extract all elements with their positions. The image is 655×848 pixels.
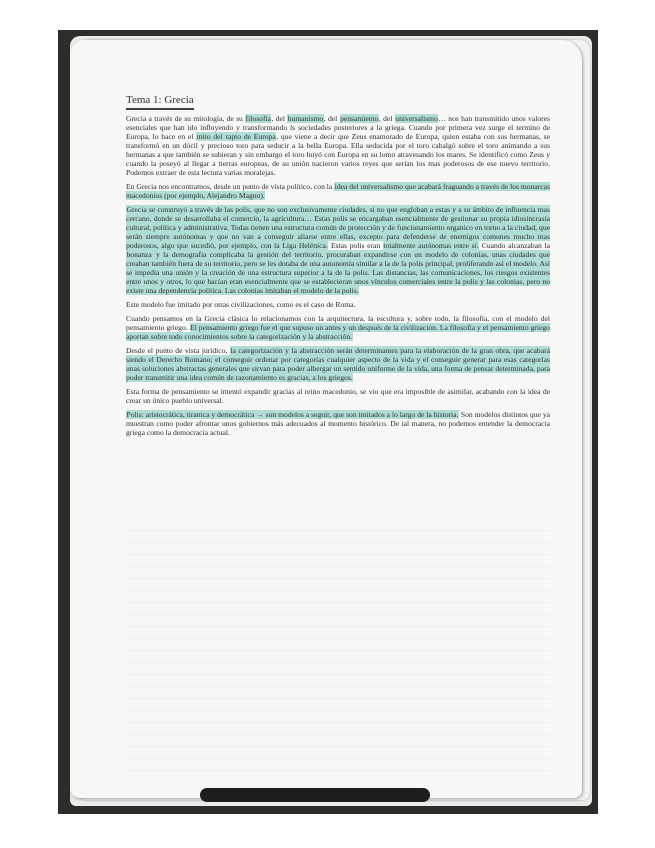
text-run: , del [323,114,340,123]
paragraph [126,314,550,341]
text-run: Cuando pensamos en la Grecia clásica lo relacionamos con la arquitectura, la escultura y, sobre todo, la filosofía, con el modelo del pensamiento griego. [126,314,550,332]
text-run: … nos han transmitido unos valores esenciales que han ido influyendo y transformando ls sociedades posteriores a la griega. Cuando por primera vez surge el termino de Europa, lo hace en el [126,114,550,141]
highlighted-text: totalmente autónomas entre sí. [383,241,479,250]
highlighted-text: bonanza [126,250,152,259]
text-run: Son modelos distintos que ya muestran como poder afrontar unos gobiernos más adecuados al momento histórico. De tal manera, no podemos entender la democracia griega como la democracia actual. [126,410,550,437]
highlighted-text: idea del universalismo que acabará fraguando a través de los monarcas macedonios (por ejemplo, Alejandro Magno). [126,182,550,200]
text-run: Desde el punto de vista jurídico, [126,346,230,355]
highlighted-text: filosofía [245,114,271,123]
highlighted-text: humanismo [287,114,324,123]
document-title: Tema 1: Grecia [126,94,194,110]
text-run: Estas polis eran [328,241,383,250]
text-run: , del [271,114,288,123]
text-run: Esta forma de pensamiento se intentó expandir gracias al reino macedonio, se vio que era imposible de asimilar, acabando con la idea de crear un único pueblo universal. [126,387,550,405]
paragraph [126,205,550,295]
paragraph [126,300,550,309]
text-run: Cuando alcanzaban la [479,241,550,250]
highlighted-text: Polis: aristocrática, tiranica y democrática → son modelos a seguir, que son imitados a lo largo de la historia. [126,410,459,419]
paragraph [126,346,550,382]
text-run: En Grecia nos encontramos, desde un punto de vista político, con la [126,182,335,191]
paragraph [126,387,550,405]
paragraph [126,410,550,437]
paragraph-container [126,114,550,437]
text-run: , que viene a decir que Zeus enamorado de Europa, quien estaba con sus hermanas, se transformó en un dócil y precioso toro para seducir a la bella Europa. Ella seducida por el toro cabalgó sobre el toro animando a sus hermanas a que también se subieran y sin embargo el toro huyó con Europa en su lomo atravesando los mares. Se identificó como Zeus y cuando la poseyó al llegar a tierras europeas, de su unión nacieron varios reyes que serían los mas poderosos de ese nuevo territorio. Podemos extraer de esta lectura varias moralejas. [126,132,550,177]
highlighted-text: El pensamiento griego fue el que supuso un antes y un después de la civilización. La filosofía y el pensamiento griego aportan sobre todo conocimientos sobre la categorización y la abstracción. [126,323,550,341]
text-run: Grecia a través de su mitología, de su [126,114,246,123]
highlighted-text: universalismo [395,114,438,123]
document-body [126,94,550,442]
binder-clip [200,788,430,802]
highlighted-text: pensamiento [340,114,379,123]
paragraph [126,182,550,200]
highlighted-text: la categorización y la abstracción serán determinantes para la elaboración de la gran obra, que acabará siendo el Derecho Romano; el conseguir ordenar por categorías cualquier aspecto de la vida y el conseguir generar para esas categorías unas soluciones abstractas generales que sirvan para poder albergar un sentido uniforme de la vida, una forma de pensar determinada, para poder transmitir una idea común de razonamiento es gracias, a los griegos. [126,346,550,382]
show-through-text [126,530,550,780]
highlighted-text: mito del rapto de Europa [196,132,276,141]
text-run: Este modelo fue imitado por otras civilizaciones, como es el caso de Roma. [126,300,356,309]
highlighted-text: Grecia se construyó a través de las polis, que no son exclusivamente ciudades, si no que engloban a estas y a su ámbito de influencia mas cercano, donde se desarrollaba el comercio, la agricultura… Estas polis se encargaban esencialmente de gestionar su propia idiosincrasia cultural, política y administrativa. Todas tienen una estructura común de protección y de funcionamiento organico en torno a la ciudad, que serán siempre autónomas y que no van a conseguir aliarse entre ellas, excepto para defenderse de enemigos comunes mucho mas poderosos, algo que sucedió, por ejemplo, con la Liga Helénica. [126,205,550,250]
highlighted-text: y la demografía complicaba la gestión del territorio, procuraban expandirse con un modelo de colonias, unas ciudades que creaban también fuera de su territorio, pero se les dotaba de una autonomía similar a la de la polis principal, proliferando así el modelo. Así se impedía una unión y la creación de una estructura superior a la de la polis. Las distancias, las comunicaciones, los riesgos existentes entre unos y otros, lo que hacían eran esencialmente que se establecieran unos vínculos comerciales entre la polis y las colonias, pero no existe una dependencia política. Las colonias imitaban el modelo de la polis. [126,250,550,295]
paragraph [126,114,550,177]
text-run: , del [378,114,395,123]
